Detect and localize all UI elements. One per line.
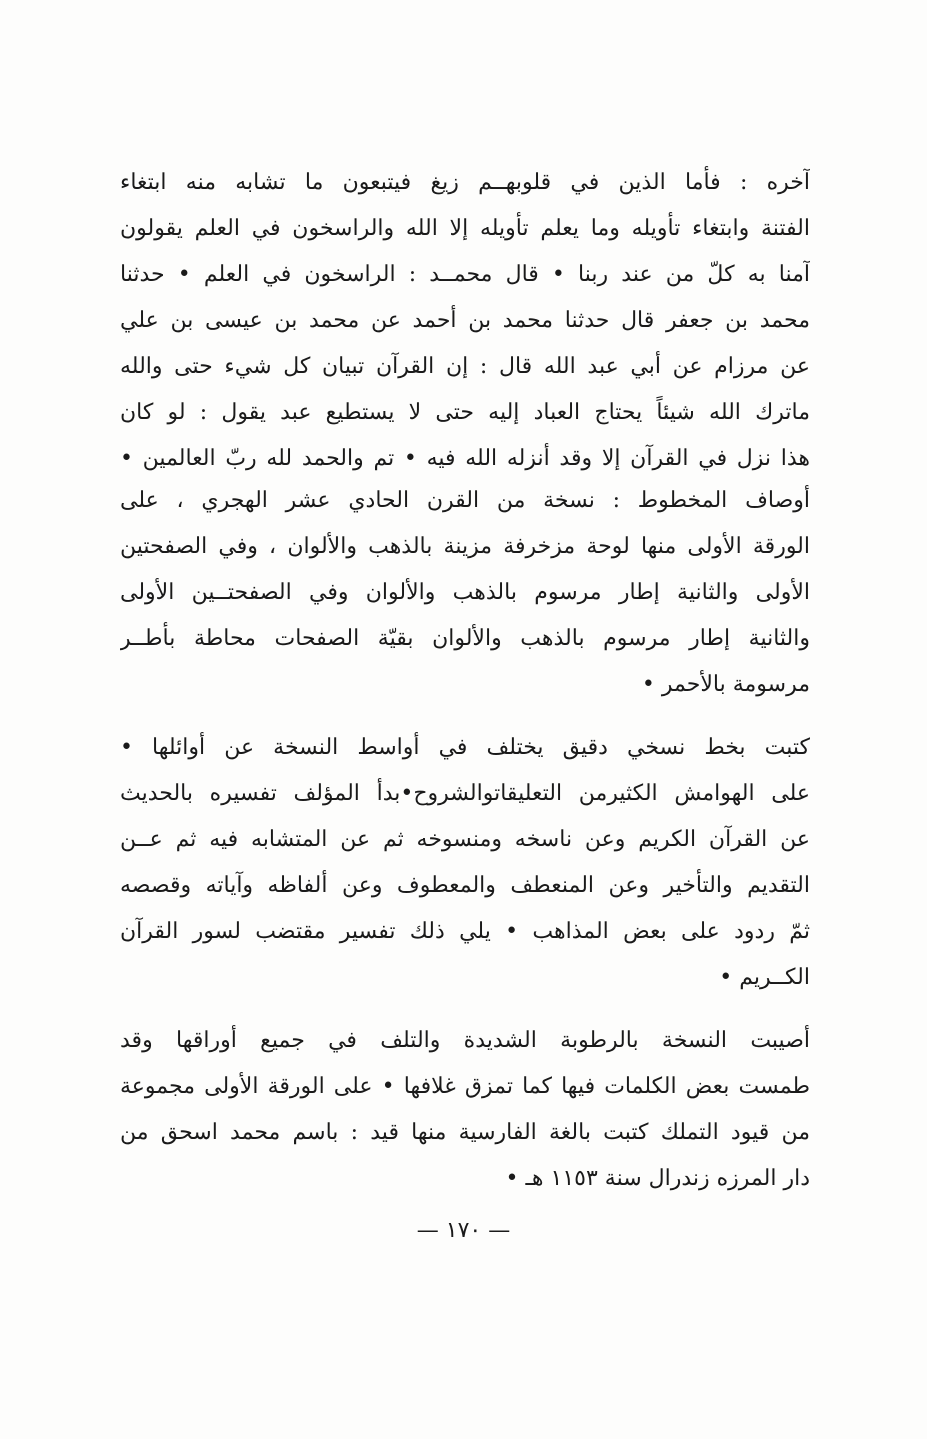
page-number: — ١٧٠ — xyxy=(416,1218,511,1243)
text-line: الكــريم • xyxy=(719,965,810,990)
text-line: دار المرزه زندرال سنة ١١٥٣ هـ • xyxy=(505,1166,810,1191)
text-line: مرسومة بالأحمر • xyxy=(641,672,810,697)
text-line: هذا نزل في القرآن إلا وقد أنزله الله فيه • تم والحمد لله ربّ العالمين • xyxy=(120,446,810,471)
paragraph-condition xyxy=(120,1018,810,1202)
text-line: محمد بن جعفر قال حدثنا محمد بن أحمد عن محمد بن عيسى بن علي xyxy=(120,308,810,333)
paragraph-manuscript-description xyxy=(120,478,810,708)
text-line: والثانية إطار مرسوم بالذهب والألوان بقيّة الصفحات محاطة بأطــر xyxy=(120,626,810,651)
text-line: الأولى والثانية إطار مرسوم بالذهب والألوان وفي الصفحتــين الأولى xyxy=(120,580,810,605)
text-line: عن مرزام عن أبي عبد الله قال : إن القرآن تبيان كل شيء حتى والله xyxy=(120,354,810,379)
text-line: التقديم والتأخير وعن المنعطف والمعطوف وعن ألفاظه وآياته وقصصه xyxy=(120,873,810,898)
text-line: على الهوامش الكثيرمن التعليقاتوالشروح•بدأ المؤلف تفسيره بالحديث xyxy=(120,781,810,806)
text-line: كتبت بخط نسخي دقيق يختلف في أواسط النسخة عن أوائلها • xyxy=(120,735,810,760)
text-line: الورقة الأولى منها لوحة مزخرفة مزينة بالذهب والألوان ، وفي الصفحتين xyxy=(120,534,810,559)
text-line: عن القرآن الكريم وعن ناسخه ومنسوخه ثم عن المتشابه فيه ثم عــن xyxy=(120,827,810,852)
text-line: أصيبت النسخة بالرطوبة الشديدة والتلف في جميع أوراقها وقد xyxy=(120,1028,810,1053)
paragraph-1 xyxy=(120,160,810,482)
text-line: ماترك الله شيئاً يحتاج العباد إليه حتى لا يستطيع عبد يقول : لو كان xyxy=(120,400,810,425)
text-line: آخره : فأما الذين في قلوبهــم زيغ فيتبعون ما تشابه منه ابتغاء xyxy=(120,170,810,195)
text-line: من قيود التملك كتبت بالغة الفارسية منها قيد : باسم محمد اسحق من xyxy=(120,1120,810,1145)
text-line: طمست بعض الكلمات فيها كما تمزق غلافها • على الورقة الأولى مجموعة xyxy=(120,1074,810,1099)
text-line: آمنا به كلّ من عند ربنا • قال محمــد : الراسخون في العلم • حدثنا xyxy=(120,262,810,287)
text-line: أوصاف المخطوط : نسخة من القرن الحادي عشر الهجري ، على xyxy=(120,488,810,513)
text-line: الفتنة وابتغاء تأويله وما يعلم تأويله إلا الله والراسخون في العلم يقولون xyxy=(120,216,810,241)
text-line: ثمّ ردود على بعض المذاهب • يلي ذلك تفسير مقتضب لسور القرآن xyxy=(120,919,810,944)
paragraph-script-description xyxy=(120,725,810,1001)
